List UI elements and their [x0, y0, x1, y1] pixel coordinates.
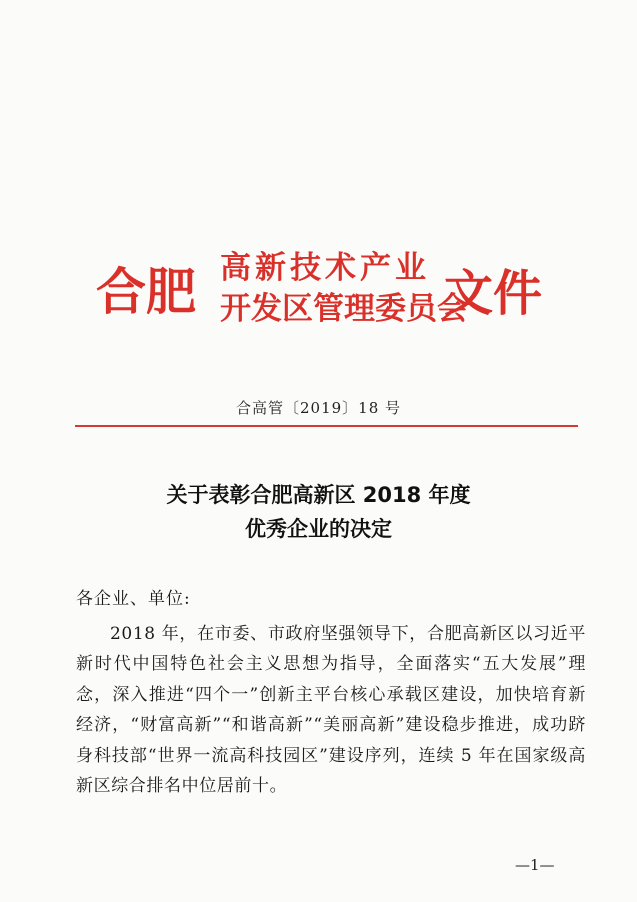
title-line1: 关于表彰合肥高新区 2018 年度	[166, 483, 471, 507]
header-issuer	[220, 248, 468, 330]
page-number: —1—	[515, 856, 555, 874]
body-paragraph: 2018 年，在市委、市政府坚强领导下，合肥高新区以习近平新时代中国特色社会主义思想为指导，全面落实“五大发展”理念，深入推进“四个一”创新主平台核心承载区建设，加快培育新经济，“财富高新”“和谐高新”“美丽高新”建设稳步推进，成功跻身科技部“世界一流高科技园区”建设序列，连续 5 年在国家级高新区综合排名中位居前十。	[76, 623, 586, 796]
document-header	[96, 246, 548, 346]
salutation: 各企业、单位:	[76, 589, 191, 609]
header-issuer-line1: 高新技术产业	[220, 250, 430, 286]
document-body	[76, 584, 586, 802]
document-title	[0, 478, 637, 546]
red-divider-line	[75, 425, 578, 427]
title-line2: 优秀企业的决定	[245, 517, 392, 541]
header-city: 合肥	[96, 263, 196, 321]
document-number: 合高管〔2019〕18 号	[235, 399, 402, 417]
header-issuer-line2: 开发区管理委员会	[220, 291, 468, 327]
header-document-word: 文件	[444, 265, 543, 322]
